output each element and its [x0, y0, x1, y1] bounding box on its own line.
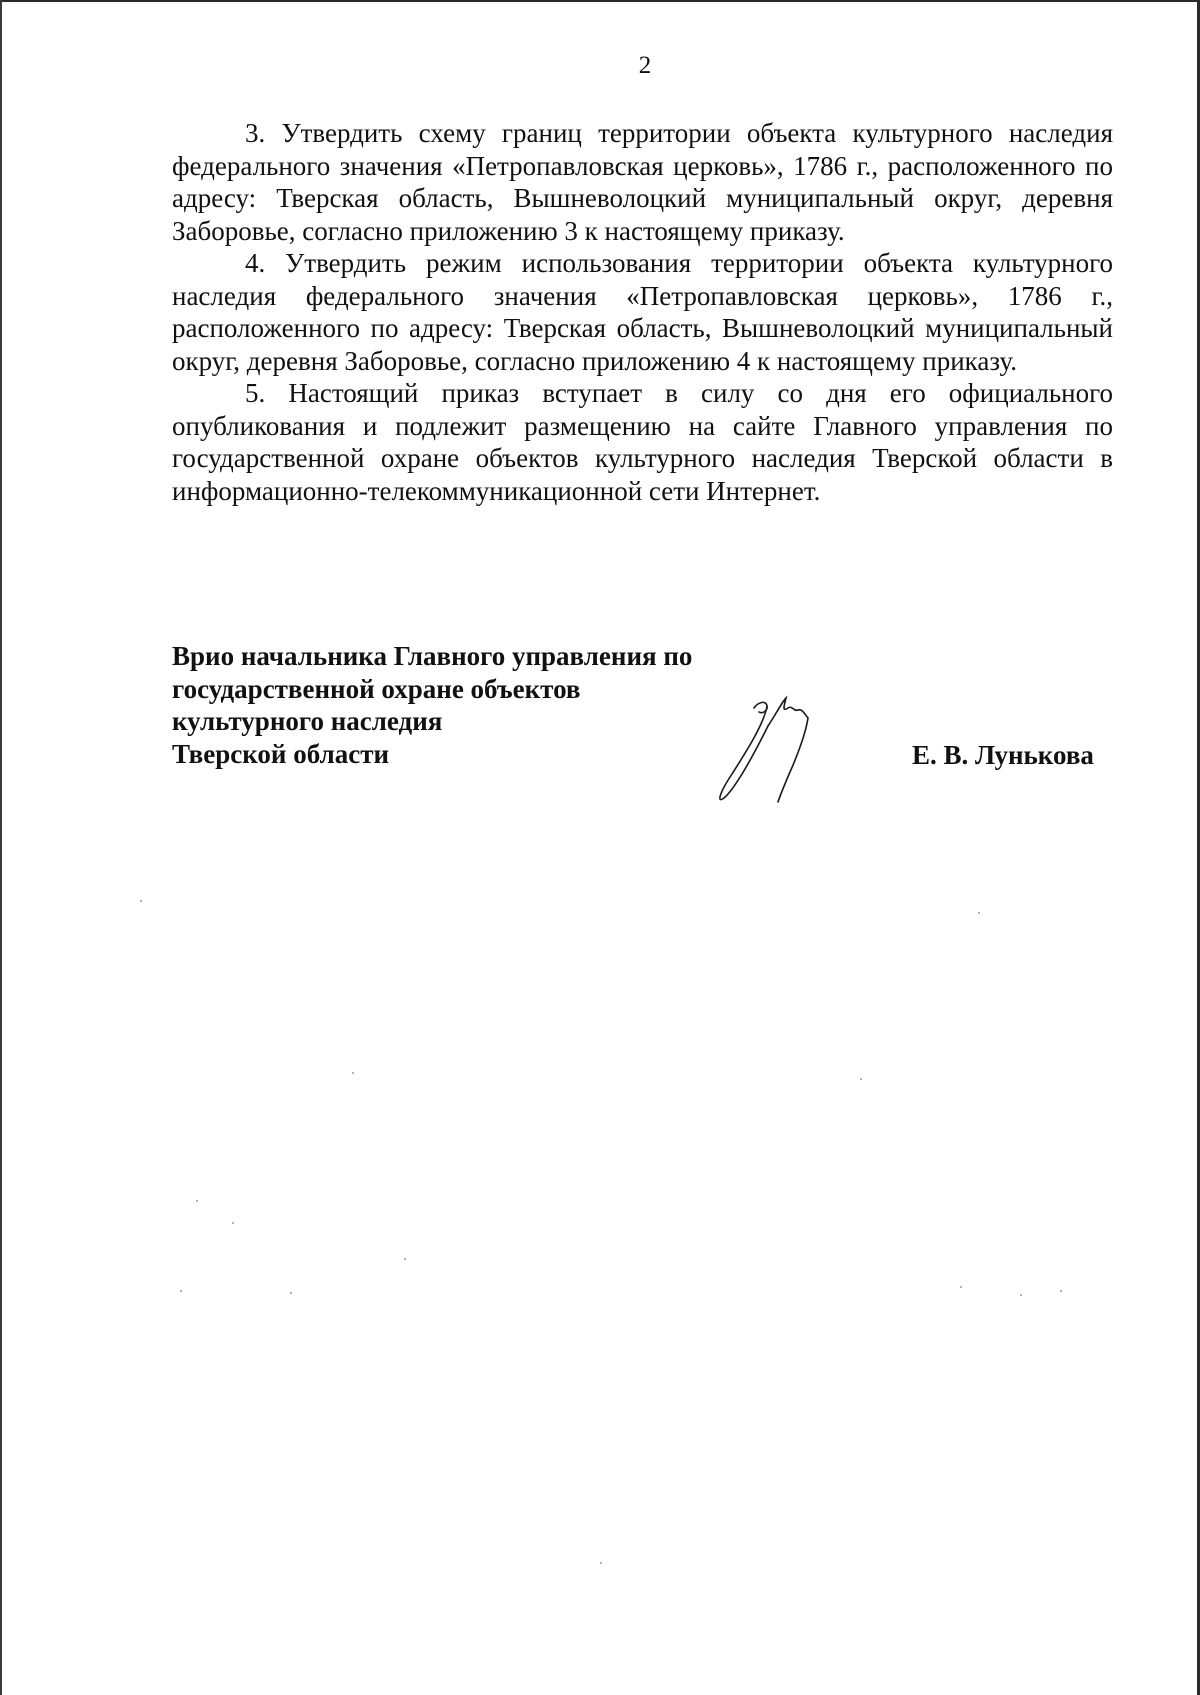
page-number: 2: [638, 52, 652, 79]
signature-block: [172, 640, 1113, 810]
paragraph-4: 4. Утвердить режим использования территории объекта культурного наследия федерального значения «Петропавловская церковь», 1786 г., расположенного по адресу: Тверская область, Вышневолоцкий муниципальный округ, деревня Заборовье, согласно приложению 4 к настоящему приказу.: [172, 248, 1113, 376]
scan-edge-left: [0, 0, 2, 1695]
scan-edge-top: [0, 0, 1200, 2]
paragraph-5: 5. Настоящий приказ вступает в силу со дня его официального опубликования и подлежит размещению на сайте Главного управления по государственной охране объектов культурного наследия Тверской области в информационно-телекоммуникационной сети Интернет.: [172, 378, 1113, 506]
signer-title-line: культурного наследия: [172, 706, 443, 736]
handwritten-signature: [710, 690, 845, 805]
signer-title-line: Тверской области: [172, 738, 390, 769]
signer-name: Е. В. Лунькова: [912, 740, 1094, 770]
document-body: [172, 117, 1113, 507]
signer-title-line: государственной охране объектов: [172, 673, 581, 704]
paragraph-3: 3. Утвердить схему границ территории объекта культурного наследия федерального значения «Петропавловская церковь», 1786 г., расположенного по адресу: Тверская область, Вышневолоцкий муниципальный округ, деревня Заборовье, согласно приложению 3 к настоящему приказу.: [172, 118, 1113, 246]
signer-title-line: Врио начальника Главного управления по: [172, 641, 693, 671]
signer-title: [172, 640, 692, 770]
